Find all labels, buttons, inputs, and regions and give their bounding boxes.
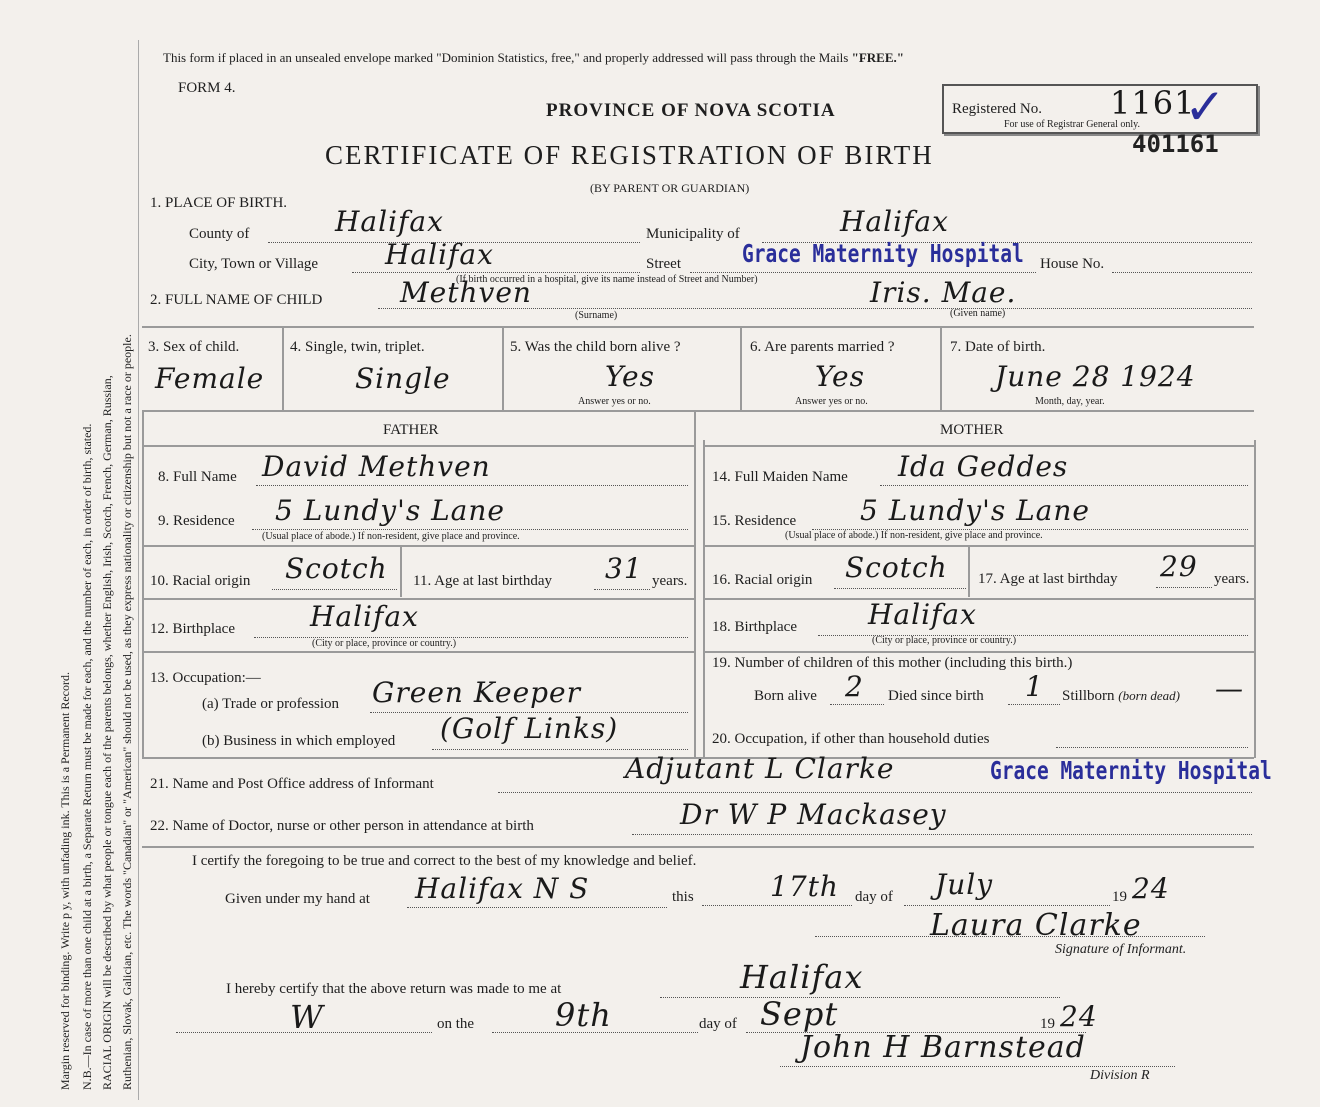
father-age: 31 [605, 552, 643, 585]
sex-label: 3. Sex of child. [148, 339, 240, 355]
child-name-label: 2. FULL NAME OF CHILD [150, 292, 323, 308]
child-given-name: Iris. Mae. [870, 276, 1017, 309]
street-label: Street [646, 256, 681, 272]
form-number: FORM 4. [178, 80, 236, 96]
plurality-value: Single [355, 362, 451, 395]
father-heading: FATHER [383, 422, 439, 438]
married-value: Yes [815, 360, 865, 393]
doctor-label: 22. Name of Doctor, nurse or other person in attendance at birth [150, 818, 534, 834]
cert-day-of-label: day of [855, 889, 893, 905]
alive-value: Yes [605, 360, 655, 393]
place-heading: 1. PLACE OF BIRTH. [150, 195, 288, 211]
municipality-label: Municipality of [646, 226, 740, 242]
cert-day: 17th [770, 870, 839, 903]
cert-year-prefix: 19 [1112, 889, 1127, 905]
mother-res-label: 15. Residence [712, 513, 797, 529]
mother-bp-note: (City or place, province or country.) [872, 635, 1017, 646]
registrar-signature: John H Barnstead [800, 1030, 1086, 1065]
surname-note: (Surname) [575, 310, 618, 321]
alive-label: 5. Was the child born alive ? [510, 339, 681, 355]
street-hospital-stamp: Grace Maternity Hospital [742, 239, 1024, 268]
stillborn-value: — [1215, 672, 1244, 705]
checkmark-icon: ✓ [1184, 78, 1226, 136]
stillborn-label-text: Stillborn [1062, 688, 1115, 704]
father-race: Scotch [285, 552, 388, 585]
doctor-name: Dr W P Mackasey [680, 798, 947, 831]
stillborn-label [1062, 688, 1180, 705]
mother-years: years. [1214, 571, 1250, 587]
stamp-number: 401161 [1132, 130, 1219, 158]
mother-residence: 5 Lundy's Lane [860, 494, 1090, 527]
mail-notice-text: This form if placed in an unsealed envelope marked "Dominion Statistics, free," and properly addressed will pass through the Mails [163, 50, 849, 65]
dob-label: 7. Date of birth. [950, 339, 1046, 355]
sex-value: Female [155, 362, 265, 395]
division-caption: Division R [1090, 1068, 1150, 1083]
father-business-label: (b) Business in which employed [202, 733, 396, 749]
died-value: 1 [1025, 670, 1044, 703]
county-value: Halifax [335, 205, 444, 238]
father-residence: 5 Lundy's Lane [275, 494, 505, 527]
registrar-note: For use of Registrar General only. [1004, 119, 1140, 130]
informant-hospital-stamp: Grace Maternity Hospital [990, 756, 1272, 785]
registrar-year-prefix: 19 [1040, 1016, 1055, 1032]
mother-race-label: 16. Racial origin [712, 572, 813, 588]
father-race-label: 10. Racial origin [150, 573, 251, 589]
father-trade-label: (a) Trade or profession [202, 696, 340, 712]
dob-note: Month, day, year. [1035, 396, 1105, 407]
mother-name: Ida Geddes [898, 450, 1069, 483]
mother-heading: MOTHER [940, 422, 1004, 438]
mother-occ-label: 20. Occupation, if other than household duties [712, 731, 990, 747]
cert-year: 24 [1132, 872, 1170, 905]
registered-label: Registered No. [952, 101, 1042, 117]
margin-note-racial: RACIAL ORIGIN will be described by what people or tongue each of the parents belongs, whether English, Irish, Scotch, French, German, Russian, [100, 375, 114, 1090]
municipality-value: Halifax [840, 205, 949, 238]
given-label: Given under my hand at [225, 891, 370, 907]
margin-note-nb: N.B.—In case of more than one child at a birth, a Separate Return must be made for each, and the number of each, in order of birth, stated. [80, 423, 94, 1090]
certify-statement: I certify the foregoing to be true and correct to the best of my knowledge and belief. [192, 853, 697, 869]
house-number-label: House No. [1040, 256, 1105, 272]
father-age-label: 11. Age at last birthday [413, 573, 552, 589]
informant-name: Adjutant L Clarke [625, 752, 895, 785]
mail-free: "FREE." [851, 50, 904, 65]
mother-race: Scotch [845, 551, 948, 584]
given-place: Halifax N S [415, 872, 590, 905]
born-alive-value: 2 [845, 670, 864, 703]
father-birthplace: Halifax [310, 600, 419, 633]
county-label: County of [189, 226, 250, 242]
mother-bp-label: 18. Birthplace [712, 619, 797, 635]
father-business: (Golf Links) [440, 712, 619, 745]
registered-number: 1161 [1110, 84, 1196, 122]
given-name-note: (Given name) [950, 308, 1006, 319]
informant-signature: Laura Clarke [930, 908, 1142, 943]
father-bp-label: 12. Birthplace [150, 621, 235, 637]
born-alive-label: Born alive [754, 688, 817, 704]
mail-notice [163, 50, 904, 66]
mother-age: 29 [1160, 550, 1198, 583]
cert-month: July [935, 868, 994, 901]
registrar-statement: I hereby certify that the above return was made to me at [226, 981, 562, 997]
father-name: David Methven [262, 450, 491, 483]
registrar-month: Sept [760, 995, 839, 1033]
registrar-place: Halifax [740, 958, 864, 996]
father-trade: Green Keeper [372, 676, 582, 709]
dob-value: June 28 1924 [995, 360, 1196, 393]
registrar-year: 24 [1060, 1000, 1098, 1033]
registrar-day-of-label: day of [699, 1016, 737, 1032]
father-name-label: 8. Full Name [158, 469, 237, 485]
father-bp-note: (City or place, province or country.) [312, 638, 457, 649]
signature-caption: Signature of Informant. [1055, 942, 1187, 957]
mother-children-label: 19. Number of children of this mother (including this birth.) [712, 655, 1073, 671]
city-value: Halifax [385, 238, 494, 271]
stillborn-note: (born dead) [1118, 688, 1181, 703]
died-label: Died since birth [888, 688, 984, 704]
registrar-day: 9th [555, 996, 612, 1034]
child-surname: Methven [400, 276, 532, 309]
father-res-note: (Usual place of abode.) If non-resident, give place and province. [262, 531, 520, 542]
father-years: years. [652, 573, 688, 589]
on-the-label: on the [437, 1016, 475, 1032]
this-label: this [672, 889, 694, 905]
informant-label: 21. Name and Post Office address of Informant [150, 776, 434, 792]
mother-birthplace: Halifax [868, 598, 977, 631]
margin-note-racial-2: Ruthenian, Slovak, Galician, etc. The words "Canadian" or "American" should not be used, as they express nationality or citizenship but not a race or people. [120, 334, 134, 1090]
mother-age-label: 17. Age at last birthday [978, 571, 1118, 587]
city-label: City, Town or Village [189, 256, 319, 272]
binding-margin-line [138, 40, 139, 1100]
registered-box [942, 78, 1258, 136]
province-title: PROVINCE OF NOVA SCOTIA [546, 100, 836, 121]
margin-note-binding: Margin reserved for binding. Write p y, with unfading ink. This is a Permanent Record. [58, 672, 72, 1090]
mother-name-label: 14. Full Maiden Name [712, 469, 848, 485]
certificate-title: CERTIFICATE OF REGISTRATION OF BIRTH [325, 140, 934, 170]
father-res-label: 9. Residence [158, 513, 235, 529]
father-occ-label: 13. Occupation:— [150, 670, 261, 686]
married-note: Answer yes or no. [795, 396, 868, 407]
registrar-number: W [290, 998, 324, 1036]
mother-res-note: (Usual place of abode.) If non-resident, give place and province. [785, 530, 1043, 541]
certificate-subtitle: (BY PARENT OR GUARDIAN) [590, 181, 750, 195]
married-label: 6. Are parents married ? [750, 339, 895, 355]
hospital-note: (If birth occurred in a hospital, give its name instead of Street and Number) [456, 274, 758, 285]
alive-note: Answer yes or no. [578, 396, 651, 407]
plurality-label: 4. Single, twin, triplet. [290, 339, 425, 355]
